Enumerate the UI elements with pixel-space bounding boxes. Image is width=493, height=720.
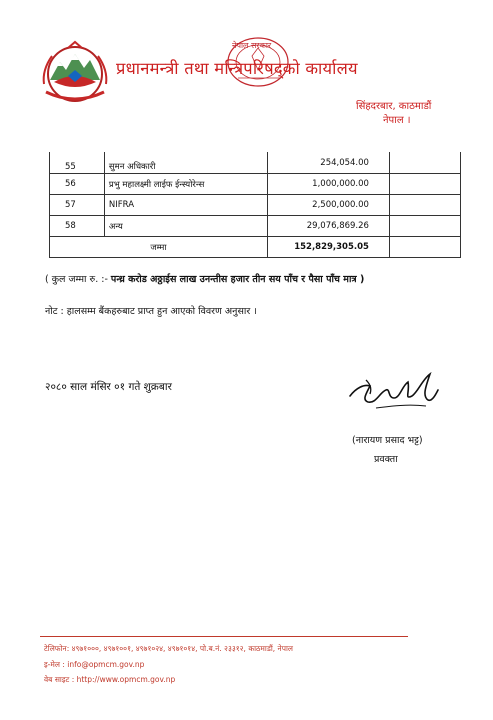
- row-serial: 57: [50, 195, 105, 216]
- row-amount: 2,500,000.00: [267, 195, 389, 216]
- total-in-words: [45, 272, 364, 285]
- nepal-emblem-icon: [38, 40, 112, 106]
- row-blank-cell: [389, 216, 460, 237]
- table-row: [50, 216, 461, 237]
- signer-title: प्रवक्ता: [374, 454, 398, 465]
- row-amount: 254,054.00: [267, 152, 389, 174]
- row-donor-name: NIFRA: [104, 195, 267, 216]
- table-row: [50, 195, 461, 216]
- row-donor-name: अन्य: [104, 216, 267, 237]
- signature-icon: [346, 366, 440, 416]
- signer-name: (नारायण प्रसाद भट्ट): [352, 435, 423, 446]
- row-serial: 55: [50, 152, 105, 174]
- note-text: नोट : हालसम्म बैंकहरुबाट प्राप्त हुन आएको विवरण अनुसार ।: [45, 306, 257, 317]
- date-line: २०८० साल मंसिर ०१ गते शुक्रबार: [45, 381, 172, 393]
- table-row: [50, 152, 461, 174]
- total-label: जम्मा: [50, 237, 268, 258]
- address-line-1: सिंहदरबार, काठमाडौं: [356, 101, 432, 112]
- total-words-text: पन्ध्र करोड अठ्ठाईस लाख उनन्तीस हजार तीन सय पाँच र पैसा पाँच मात्र ): [110, 274, 365, 285]
- stamp-text: नेपाल सरकार: [232, 41, 272, 50]
- row-donor-name: सुमन अधिकारी: [104, 152, 267, 174]
- footer-divider: [40, 636, 408, 637]
- total-amount: 152,829,305.05: [267, 237, 389, 258]
- row-serial: 56: [50, 174, 105, 195]
- footer-website: वेब साइट : http://www.opmcm.gov.np: [44, 675, 176, 684]
- row-amount: 1,000,000.00: [267, 174, 389, 195]
- footer-phone: टेलिफोन: ४९७१०००, ४९७१००१, ४९७१०२४, ४९७१०१४, पो.ब.नं. २३३१२, काठमाडौं, नेपाल: [44, 644, 293, 653]
- total-words-prefix: ( कुल जम्मा रु. :-: [45, 274, 108, 285]
- row-blank-cell: [389, 195, 460, 216]
- row-amount: 29,076,869.26: [267, 216, 389, 237]
- donation-table: [49, 152, 461, 258]
- row-blank-cell: [389, 174, 460, 195]
- address-line-2: नेपाल ।: [383, 115, 411, 126]
- row-blank-cell: [389, 152, 460, 174]
- total-blank-cell: [389, 237, 460, 258]
- row-donor-name: प्रभु महालक्ष्मी लाईफ ईन्स्योरेन्स: [104, 174, 267, 195]
- total-row: [50, 237, 461, 258]
- table-row: [50, 174, 461, 195]
- footer-email: इ-मेल : info@opmcm.gov.np: [44, 660, 145, 669]
- row-serial: 58: [50, 216, 105, 237]
- office-name: प्रधानमन्त्री तथा मन्त्रिपरिषद्को कार्यालय: [116, 59, 358, 78]
